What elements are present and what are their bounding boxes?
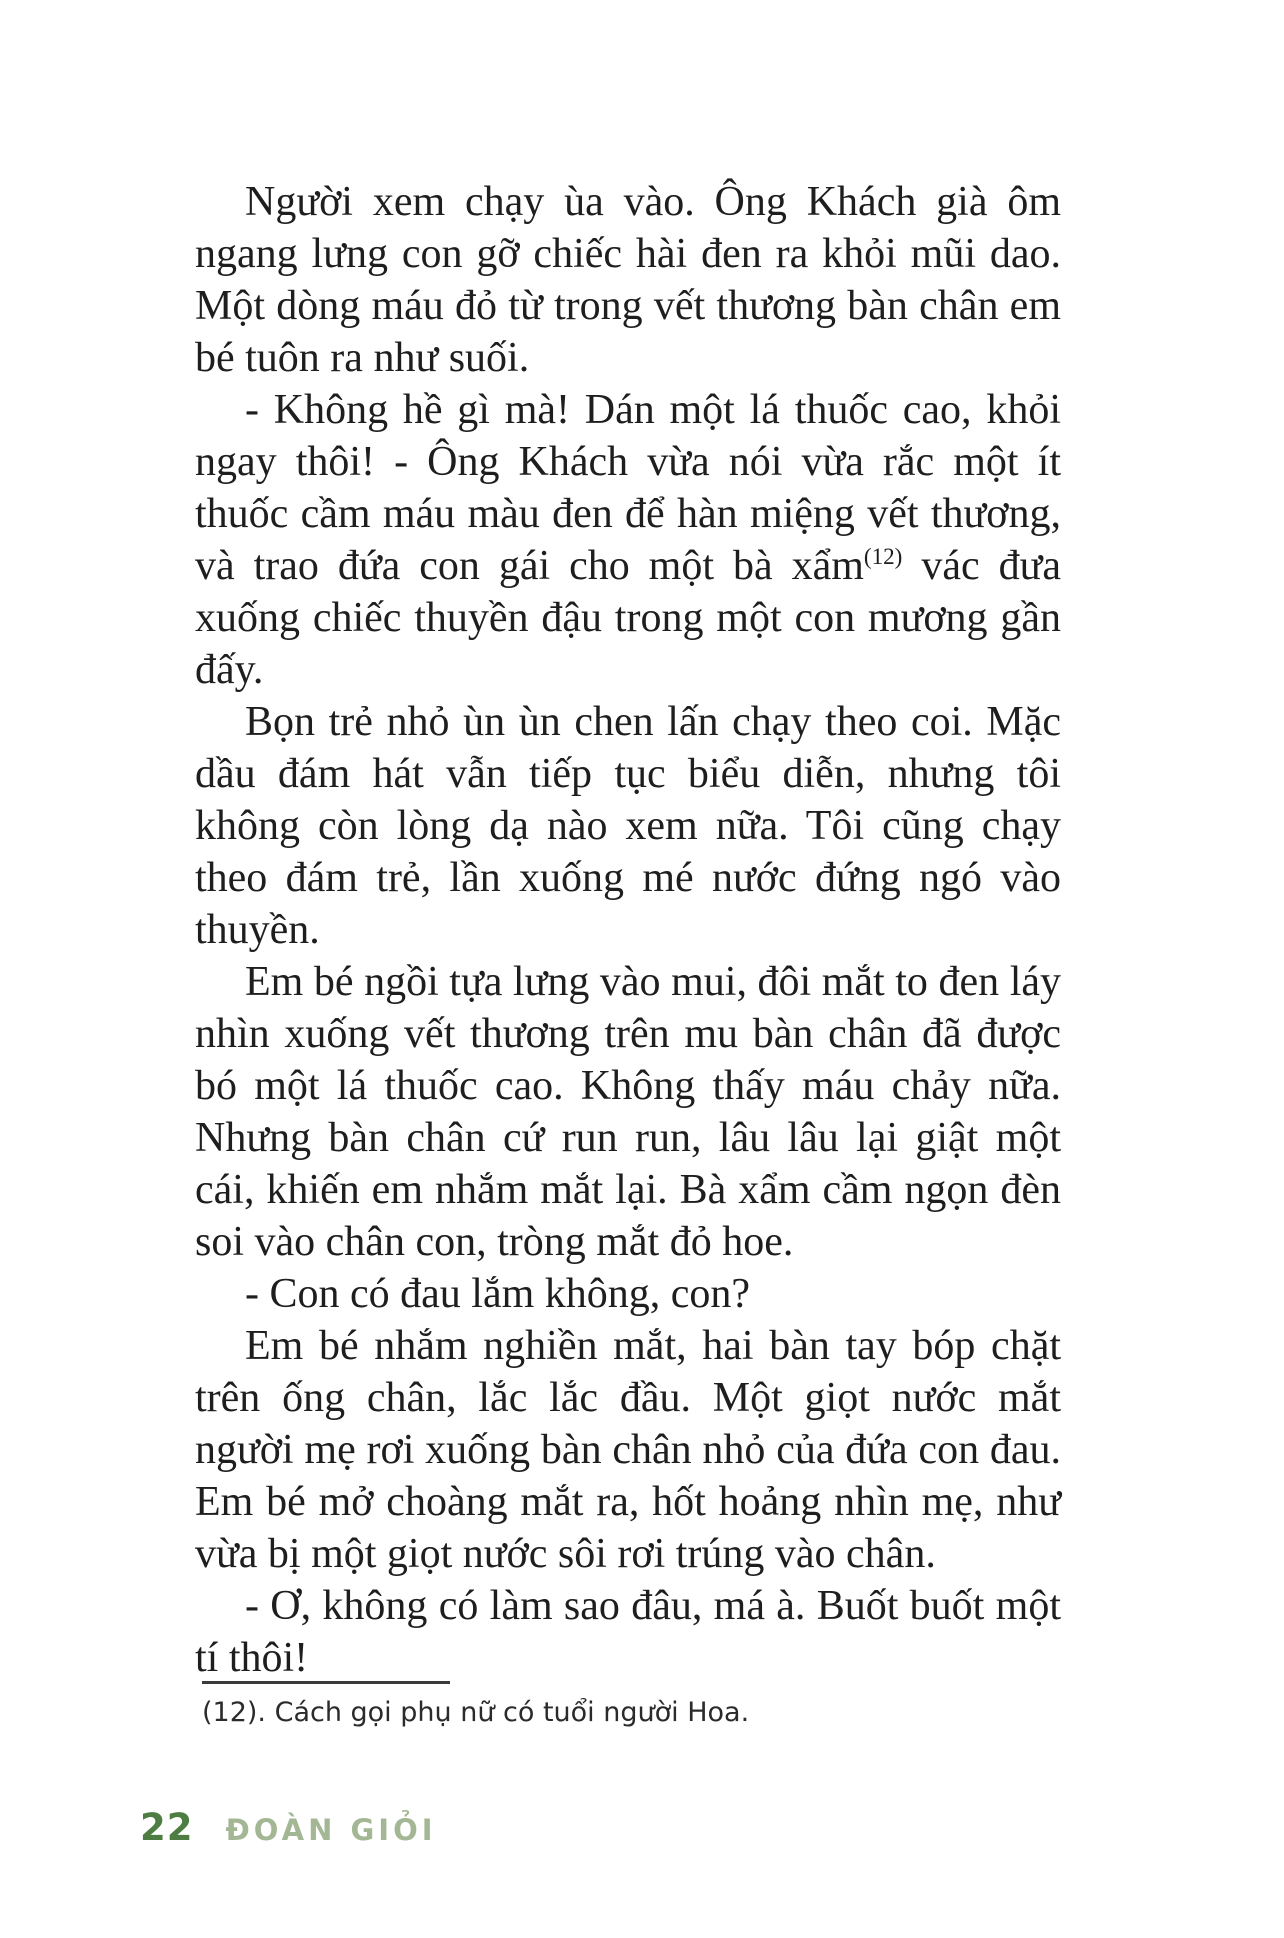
paragraph xyxy=(195,384,1061,696)
page-footer xyxy=(140,1806,437,1849)
footnote-reference-12: (12) xyxy=(863,543,903,569)
paragraph: Em bé ngồi tựa lưng vào mui, đôi mắt to đen láy nhìn xuống vết thương trên mu bàn chân đã được bó một lá thuốc cao. Không thấy máu chảy nữa. Nhưng bàn chân cứ run run, lâu lâu lại giật một cái, khiến em nhắm mắt lại. Bà xẩm cầm ngọn đèn soi vào chân con, tròng mắt đỏ hoe. xyxy=(195,959,1061,1265)
paragraph-text: - Không hề gì mà! Dán một lá thuốc cao, khỏi ngay thôi! - Ông Khách vừa nói vừa rắc một ít thuốc cầm máu màu đen để hàn miệng vết thương, và trao đứa con gái cho một bà xẩm xyxy=(195,387,1061,589)
paragraph: Em bé nhắm nghiền mắt, hai bàn tay bóp chặt trên ống chân, lắc lắc đầu. Một giọt nước mắt người mẹ rơi xuống bàn chân nhỏ của đứa con đau. Em bé mở choàng mắt ra, hốt hoảng nhìn mẹ, như vừa bị một giọt nước sôi rơi trúng vào chân. xyxy=(195,1323,1061,1577)
paragraph: Người xem chạy ùa vào. Ông Khách già ôm ngang lưng con gỡ chiếc hài đen ra khỏi mũi dao. Một dòng máu đỏ từ trong vết thương bàn chân em bé tuôn ra như suối. xyxy=(195,179,1061,381)
paragraph: Bọn trẻ nhỏ ùn ùn chen lấn chạy theo coi. Mặc dầu đám hát vẫn tiếp tục biểu diễn, nhưng tôi không còn lòng dạ nào xem nữa. Tôi cũng chạy theo đám trẻ, lần xuống mé nước đứng ngó vào thuyền. xyxy=(195,699,1061,953)
page-number: 22 xyxy=(140,1806,194,1849)
footnote xyxy=(202,1681,902,1730)
footnote-text: (12). Cách gọi phụ nữ có tuổi người Hoa. xyxy=(202,1697,750,1728)
footnote-separator-rule xyxy=(202,1681,450,1684)
dialog-line: - Con có đau lắm không, con? xyxy=(245,1271,751,1317)
dialog-line: - Ơ, không có làm sao đâu, má à. Buốt buốt một tí thôi! xyxy=(195,1583,1061,1681)
author-name: ĐOÀN GIỎI xyxy=(225,1813,437,1847)
body-text xyxy=(195,176,1061,1684)
paragraph-text: vác đưa xuống chiếc thuyền đậu trong một con mương gần đấy. xyxy=(195,543,1061,693)
